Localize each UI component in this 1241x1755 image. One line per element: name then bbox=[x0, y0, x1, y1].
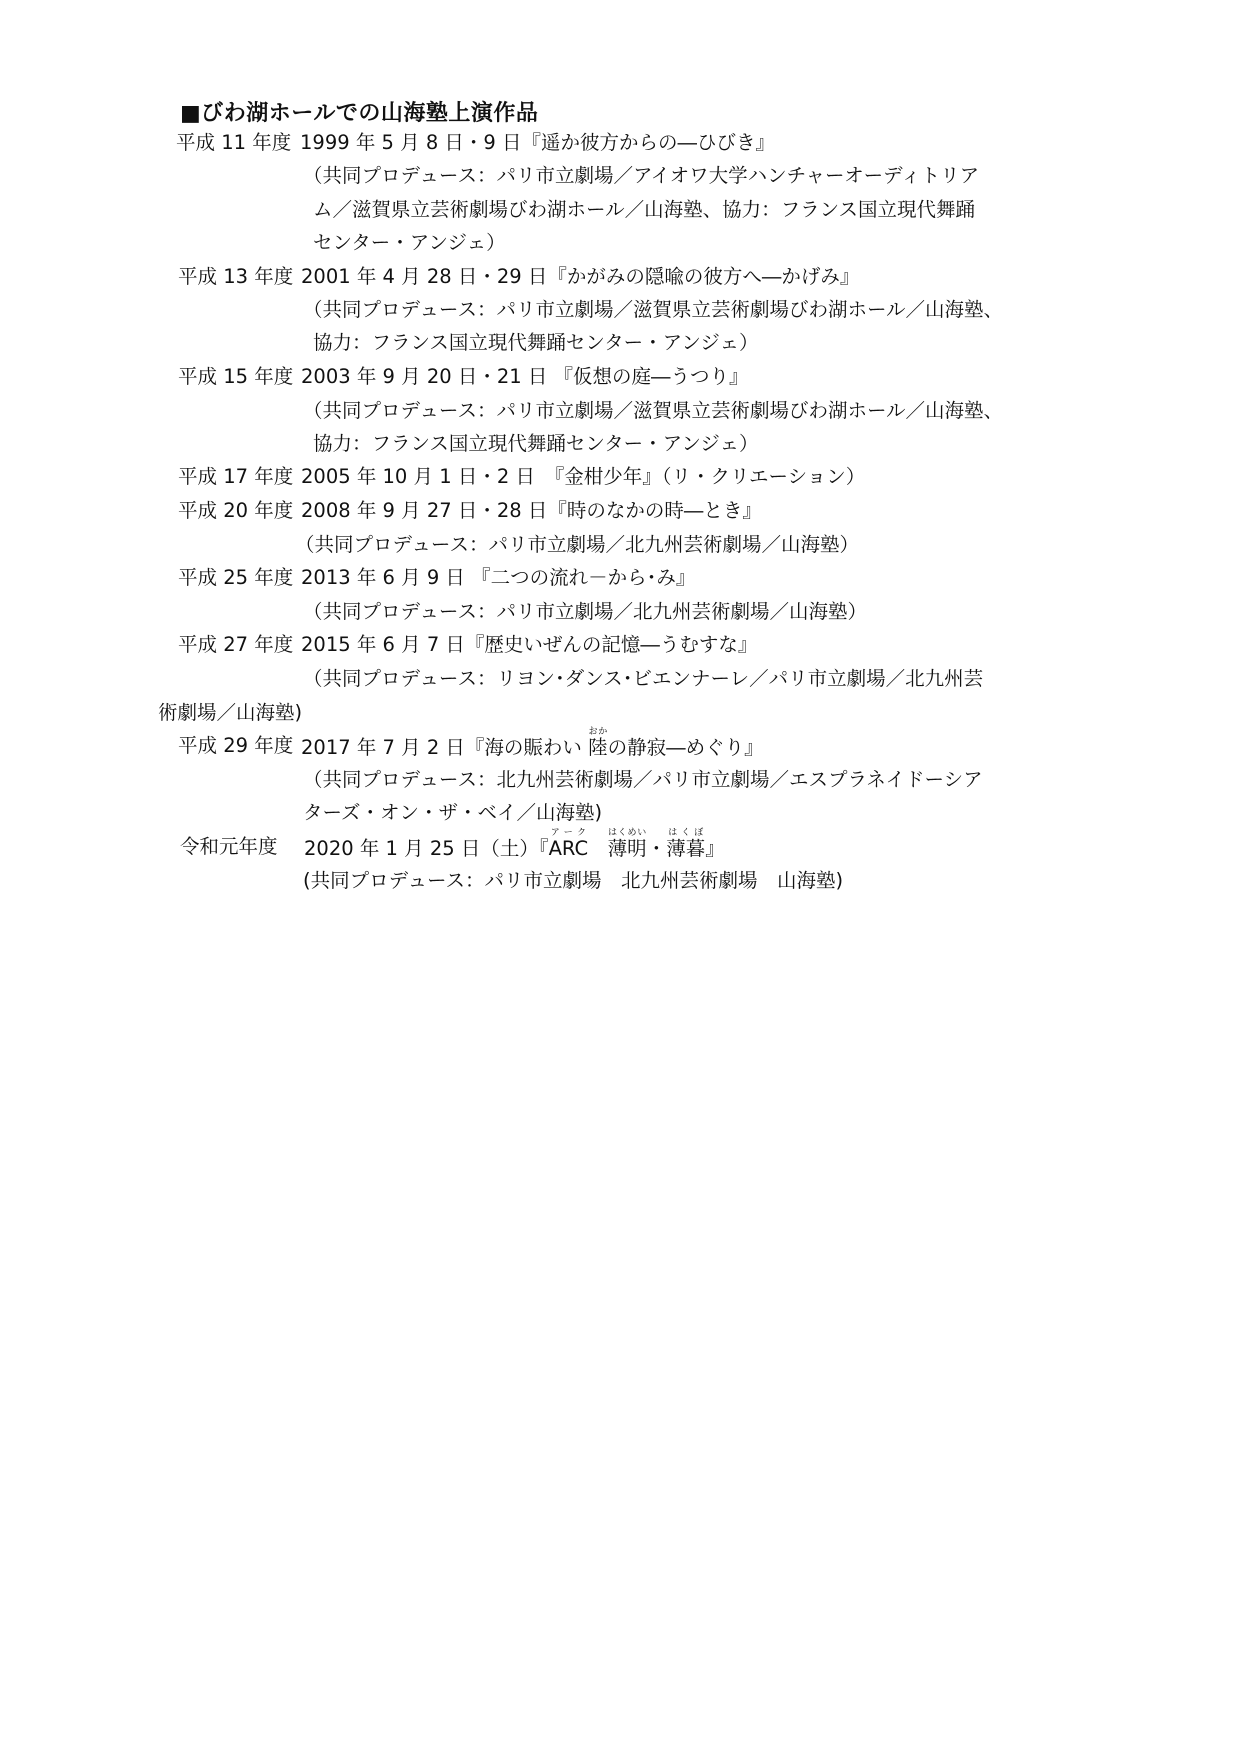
work-date-title bbox=[301, 727, 764, 767]
date-title-part: 2020 年 1 月 25 日（土）『 bbox=[304, 837, 549, 860]
work-date-title: 2005 年 10 月 1 日・2 日 『金柑少年』（リ・クリエーション） bbox=[301, 465, 866, 488]
date-title-part: 2017 年 7 月 2 日『海の賑わい bbox=[301, 736, 589, 759]
work-era: 平成 27 年度 bbox=[178, 633, 294, 656]
page-title: ■びわ湖ホールでの山海塾上演作品 bbox=[180, 101, 539, 126]
work-era: 平成 11 年度 bbox=[176, 131, 292, 154]
work-era: 平成 29 年度 bbox=[178, 734, 294, 757]
ruby-annotation bbox=[607, 828, 647, 860]
ruby-base: 陸 bbox=[588, 736, 608, 759]
ruby-base: 薄明 bbox=[607, 837, 647, 860]
ruby-annotation bbox=[666, 828, 706, 860]
date-title-part: の静寂―めぐり』 bbox=[607, 736, 764, 759]
ruby-annotation bbox=[588, 727, 608, 759]
separator bbox=[588, 837, 608, 860]
ruby-text: はくめい bbox=[607, 828, 647, 838]
ruby-base: ARC bbox=[548, 837, 589, 860]
ruby-annotation bbox=[548, 828, 589, 860]
work-credit: （共同プロデュース：パリ市立劇場／北九州芸術劇場／山海塾） bbox=[295, 533, 859, 556]
work-credit: ム／滋賀県立芸術劇場びわ湖ホール／山海塾、協力：フランス国立現代舞踊 bbox=[313, 198, 976, 221]
work-credit: （共同プロデュース：北九州芸術劇場／パリ市立劇場／エスプラネイドーシア bbox=[303, 768, 983, 791]
work-credit: （共同プロデュース：パリ市立劇場／北九州芸術劇場／山海塾） bbox=[303, 600, 867, 623]
work-date-title: 1999 年 5 月 8 日・9 日『遥か彼方からの―ひびき』 bbox=[300, 131, 776, 154]
work-date-title: 2003 年 9 月 20 日・21 日 『仮想の庭―うつり』 bbox=[301, 365, 749, 388]
work-date-title: 2015 年 6 月 7 日『歴史いぜんの記憶―うむすな』 bbox=[301, 633, 758, 656]
work-credit: （共同プロデュース：パリ市立劇場／滋賀県立芸術劇場びわ湖ホール／山海塾、 bbox=[303, 298, 1004, 321]
work-date-title bbox=[304, 828, 725, 868]
work-credit: 協力：フランス国立現代舞踊センター・アンジェ） bbox=[313, 432, 759, 455]
ruby-base: 薄暮 bbox=[666, 837, 706, 860]
work-credit: 術劇場／山海塾) bbox=[158, 701, 303, 724]
work-credit: 協力：フランス国立現代舞踊センター・アンジェ） bbox=[313, 331, 759, 354]
work-credit: ターズ・オン・ザ・ベイ／山海塾) bbox=[303, 801, 603, 824]
work-date-title: 2013 年 6 月 9 日 『二つの流れ－から･み』 bbox=[301, 566, 696, 589]
work-credit: （共同プロデュース：パリ市立劇場／滋賀県立芸術劇場びわ湖ホール／山海塾、 bbox=[303, 399, 1004, 422]
work-credit: （共同プロデュース：リヨン･ダンス･ビエンナーレ／パリ市立劇場／北九州芸 bbox=[303, 667, 984, 690]
work-date-title: 2001 年 4 月 28 日・29 日『かがみの隠喩の彼方へ―かげみ』 bbox=[301, 265, 860, 288]
work-credit: (共同プロデュース：パリ市立劇場 北九州芸術劇場 山海塾) bbox=[303, 869, 844, 892]
work-date-title: 2008 年 9 月 27 日・28 日『時のなかの時―とき』 bbox=[301, 499, 762, 522]
separator: ・ bbox=[646, 837, 667, 860]
work-credit: （共同プロデュース：パリ市立劇場／アイオワ大学ハンチャーオーディトリア bbox=[303, 164, 980, 187]
work-era: 平成 20 年度 bbox=[178, 499, 294, 522]
work-era: 平成 17 年度 bbox=[178, 465, 294, 488]
work-era: 平成 25 年度 bbox=[178, 566, 294, 589]
work-era: 令和元年度 bbox=[180, 835, 278, 858]
ruby-text: はくぼ bbox=[666, 828, 706, 838]
ruby-text: アーク bbox=[548, 828, 589, 838]
work-era: 平成 15 年度 bbox=[178, 365, 294, 388]
work-credit: センター・アンジェ） bbox=[313, 231, 506, 254]
ruby-text: おか bbox=[588, 727, 608, 737]
work-era: 平成 13 年度 bbox=[178, 265, 294, 288]
date-title-part: 』 bbox=[705, 837, 725, 860]
